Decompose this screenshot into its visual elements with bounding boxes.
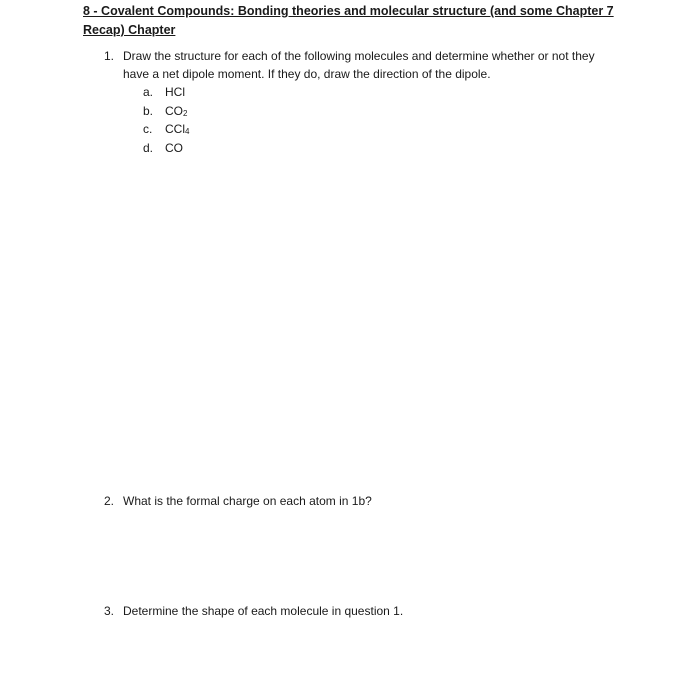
formula-subscript: 4 — [185, 127, 190, 137]
question-number: 2. — [104, 494, 115, 508]
formula-subscript: 2 — [183, 108, 188, 118]
molecule-formula — [165, 83, 185, 101]
molecule-formula — [165, 139, 183, 157]
question-number: 3. — [104, 604, 115, 618]
question-text: Draw the structure for each of the following molecules and determine whether or not they have a net dipole moment. If they do, draw the direction of the dipole. — [123, 49, 595, 81]
list-item-letter: c. — [143, 122, 153, 137]
molecule-formula — [165, 102, 187, 120]
molecule-formula — [165, 120, 189, 138]
formula-base: CCl — [165, 122, 185, 137]
question-number: 1. — [104, 49, 115, 63]
list-item-letter: a. — [143, 85, 154, 99]
formula-base: HCl — [165, 85, 185, 99]
list-item-letter: d. — [143, 141, 154, 156]
question-text: What is the formal charge on each atom in 1b? — [123, 494, 372, 508]
formula-base: CO — [165, 103, 183, 118]
question-text: Determine the shape of each molecule in question 1. — [123, 604, 404, 618]
page-title: 8 - Covalent Compounds: Bonding theories and molecular structure (and some Chapter 7 Recap) Chapter — [83, 4, 614, 37]
list-item-letter: b. — [143, 103, 154, 118]
formula-base: CO — [165, 141, 183, 156]
